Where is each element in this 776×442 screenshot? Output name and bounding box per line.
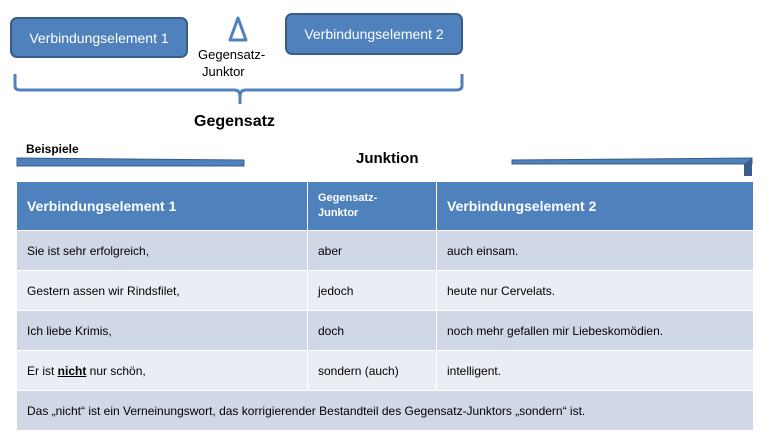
examples-table <box>17 182 754 430</box>
left-bar <box>17 158 244 166</box>
table-row <box>17 311 754 351</box>
emphasized-word: nicht <box>57 363 87 378</box>
header-junktor-line1: Gegensatz- <box>318 192 378 204</box>
cell-element-1: Gestern assen wir Rindsfilet, <box>17 271 308 311</box>
header-junktor-line2: Junktor <box>318 207 359 219</box>
junktor-label-line2: Junktor <box>202 64 245 79</box>
junktor-label-line1: Gegensatz- <box>198 47 266 62</box>
header-element-2: Verbindungselement 2 <box>437 182 754 231</box>
cell-element-1: Ich liebe Krimis, <box>17 311 308 351</box>
table-note-row <box>17 391 754 431</box>
connecting-element-2-label: Verbindungselement 2 <box>304 26 444 42</box>
cell-element-2: heute nur Cervelats. <box>437 271 754 311</box>
cell-junktor: jedoch <box>308 271 437 311</box>
table-row <box>17 231 754 271</box>
table-row <box>17 271 754 311</box>
right-bar <box>512 158 752 164</box>
cell-junktor: doch <box>308 311 437 351</box>
table-header-row <box>17 182 754 231</box>
cell-element-1: Sie ist sehr erfolgreich, <box>17 231 308 271</box>
cell-element-2: intelligent. <box>437 351 754 391</box>
header-junktor <box>308 182 437 231</box>
cell-text-prefix: Er ist <box>27 363 58 378</box>
connecting-element-1-label: Verbindungselement 1 <box>29 29 169 46</box>
cell-element-2: auch einsam. <box>437 231 754 271</box>
examples-label: Beispiele <box>26 142 79 156</box>
category-label: Gegensatz <box>194 113 275 130</box>
header-element-1: Verbindungselement 1 <box>17 182 308 231</box>
cell-element-2: noch mehr gefallen mir Liebeskomödien. <box>437 311 754 351</box>
note-cell: Das „nicht“ ist ein Verneinungswort, das korrigierender Bestandteil des Gegensatz-Junktors „sondern“ ist. <box>17 391 754 431</box>
cell-junktor: aber <box>308 231 437 271</box>
cell-junktor: sondern (auch) <box>308 351 437 391</box>
cell-text-suffix: nur schön, <box>86 363 146 378</box>
table-row <box>17 351 754 391</box>
junktion-label: Junktion <box>356 150 419 167</box>
cell-element-1 <box>17 351 308 391</box>
